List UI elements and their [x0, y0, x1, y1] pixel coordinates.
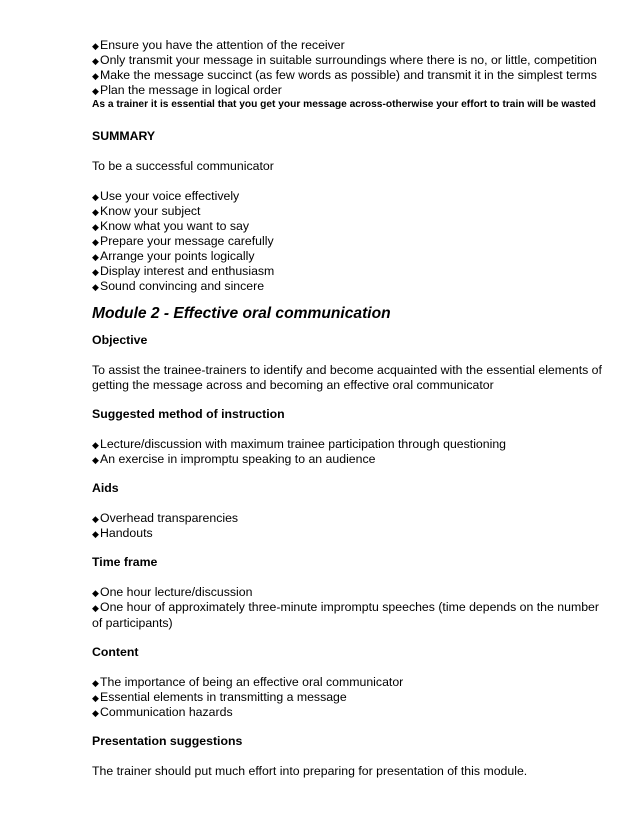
bullet-icon: ◆	[92, 71, 99, 81]
bullet-icon: ◆	[92, 206, 99, 217]
bullet-icon: ◆	[92, 439, 99, 450]
bullet-icon: ◆	[92, 587, 99, 598]
bullet-icon: ◆	[92, 513, 99, 524]
list-item: ◆ Know your subject	[92, 203, 201, 218]
list-item: ◆ An exercise in impromptu speaking to an audience	[92, 451, 376, 466]
list-item: ◆ Make the message succinct (as few words as possible) and transmit it in the simplest terms	[92, 68, 597, 82]
list-item: ◆ Sound convincing and sincere	[92, 278, 265, 293]
bullet-icon: ◆	[92, 236, 99, 247]
bullet-icon: ◆	[92, 56, 99, 66]
bullet-icon: ◆	[92, 528, 99, 539]
list-item: ◆ Only transmit your message in suitable surroundings where there is no, or little, competition	[92, 53, 597, 67]
summary-bullet-list	[92, 189, 602, 294]
document-page	[92, 38, 602, 778]
method-heading: Suggested method of instruction	[92, 406, 285, 421]
list-item: ◆ Handouts	[92, 525, 153, 540]
bullet-icon: ◆	[92, 677, 99, 688]
bullet-icon: ◆	[92, 602, 99, 613]
bullet-icon: ◆	[92, 707, 99, 718]
bullet-icon: ◆	[92, 86, 99, 96]
list-item: ◆ Arrange your points logically	[92, 248, 255, 263]
trainer-note: As a trainer it is essential that you get your message across-otherwise your effort to train will be wasted	[92, 99, 596, 110]
bullet-icon: ◆	[92, 41, 99, 51]
module-title: Module 2 - Effective oral communication	[92, 304, 391, 322]
list-item: ◆ Know what you want to say	[92, 218, 250, 233]
bullet-icon: ◆	[92, 251, 99, 262]
content-heading: Content	[92, 644, 139, 659]
presentation-heading: Presentation suggestions	[92, 733, 243, 748]
list-item: ◆ Communication hazards	[92, 704, 233, 719]
list-item: ◆ Display interest and enthusiasm	[92, 263, 275, 278]
list-item: ◆ One hour lecture/discussion	[92, 584, 253, 599]
aids-bullet-list	[92, 511, 602, 541]
summary-heading: SUMMARY	[92, 129, 156, 143]
bullet-icon: ◆	[92, 191, 99, 202]
intro-bullet-list	[92, 38, 602, 98]
list-item: ◆ Prepare your message carefully	[92, 233, 274, 248]
time-bullet-list	[92, 585, 602, 631]
list-item: ◆ Use your voice effectively	[92, 188, 240, 203]
method-bullet-list	[92, 437, 602, 467]
content-bullet-list	[92, 675, 602, 720]
list-item: ◆ Plan the message in logical order	[92, 83, 282, 97]
presentation-text: The trainer should put much effort into preparing for presentation of this module.	[92, 763, 528, 778]
summary-intro: To be a successful communicator	[92, 159, 274, 173]
time-frame-heading: Time frame	[92, 554, 158, 569]
aids-heading: Aids	[92, 480, 119, 495]
bullet-icon: ◆	[92, 266, 99, 277]
objective-text: To assist the trainee-trainers to identify and become acquainted with the essential elements of getting the message across and becoming an effective oral communicator	[92, 362, 602, 392]
bullet-icon: ◆	[92, 281, 99, 292]
list-item: ◆ Overhead transparencies	[92, 510, 239, 525]
list-item: ◆One hour of approximately three-minute impromptu speeches (time depends on the number of participants)	[92, 599, 599, 630]
list-item: ◆ Ensure you have the attention of the receiver	[92, 38, 345, 52]
list-item: ◆ Essential elements in transmitting a message	[92, 689, 347, 704]
bullet-icon: ◆	[92, 692, 99, 703]
list-item: ◆ Lecture/discussion with maximum trainee participation through questioning	[92, 436, 507, 451]
objective-heading: Objective	[92, 332, 148, 347]
bullet-icon: ◆	[92, 221, 99, 232]
bullet-icon: ◆	[92, 454, 99, 465]
list-item: ◆ The importance of being an effective oral communicator	[92, 674, 404, 689]
